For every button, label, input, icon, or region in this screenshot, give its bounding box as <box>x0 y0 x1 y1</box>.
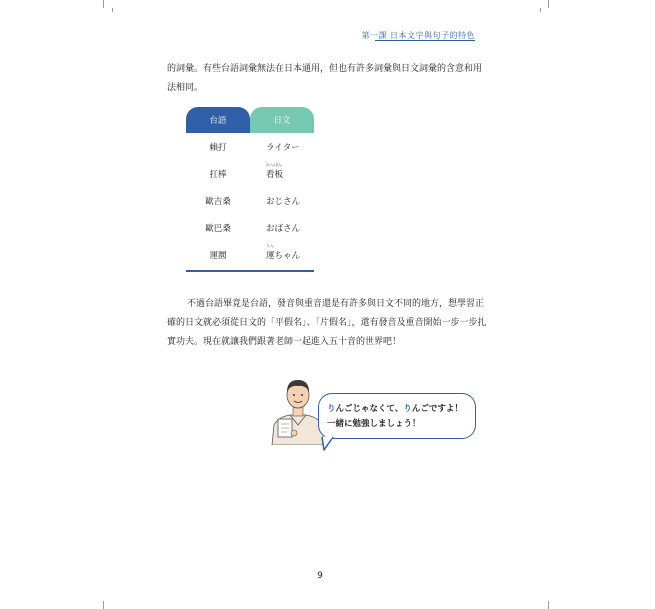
table-cell-taiwanese: 運圜 <box>209 250 227 261</box>
table-cell-japanese <box>250 160 314 187</box>
table-cell-japanese <box>250 241 314 268</box>
table-cell-taiwanese: 扛棒 <box>209 169 227 180</box>
table-bottom-rule <box>186 270 314 272</box>
crop-mark <box>103 0 104 8</box>
paragraph-intro: 的詞彙。有些台語詞彙無法在日本通用，但也有許多詞彙與日文詞彙的含意和用法相同。 <box>167 64 483 93</box>
vocab-table <box>186 107 314 272</box>
paragraph-body: 不過台語畢竟是台語，發音與重音還是有許多與日文不同的地方，想學習正確的日文就必須從日文的「平假名」、「片假名」，還有發音及重音開始一步一步扎實功夫。現在就讓我們跟著老師一起進入五十音的世界吧！ <box>167 299 487 347</box>
furigana: かんばん <box>266 161 282 167</box>
table-cell-taiwanese: 歐吉桑 <box>205 196 231 207</box>
table-row <box>186 214 314 241</box>
table-cell-taiwanese: 賴打 <box>209 142 227 153</box>
ruby-word <box>266 161 284 180</box>
chapter-header: 第一課 日本文字與句子的特色 <box>361 31 475 40</box>
table-row <box>186 187 314 214</box>
crop-mark <box>112 8 113 12</box>
bubble-line-2: 一緒に勉強しましょう！ <box>327 419 421 429</box>
furigana: うん <box>266 242 274 248</box>
highlight-ri: り <box>403 404 412 414</box>
japanese-suffix: ちゃん <box>274 250 301 261</box>
highlight-ri: り <box>327 404 336 414</box>
header-underline <box>375 40 475 41</box>
ruby-word <box>266 242 275 261</box>
table-cell-japanese: ライター <box>266 142 300 153</box>
speech-bubble <box>318 393 476 439</box>
bubble-text: んごですよ！ <box>411 404 463 414</box>
bubble-tail <box>320 436 340 452</box>
table-header-japanese: 日文 <box>250 107 314 133</box>
table-row <box>186 133 314 160</box>
bubble-text: んごじゃなくて、 <box>335 404 404 414</box>
table-header-row <box>186 107 314 133</box>
bubble-line-1 <box>327 402 475 417</box>
crop-mark <box>548 601 549 609</box>
table-cell-taiwanese: 歐巴桑 <box>205 223 231 234</box>
crop-mark <box>548 0 549 8</box>
page-number: 9 <box>317 571 323 581</box>
table-cell-japanese: おじさん <box>266 196 301 207</box>
table-row <box>186 160 314 187</box>
japanese-word: 看板 <box>266 169 284 180</box>
table-cell-japanese: おばさん <box>266 223 301 234</box>
table-row <box>186 241 314 268</box>
japanese-kanji: 運 <box>266 250 275 261</box>
crop-mark <box>103 601 104 609</box>
table-header-taiwanese: 台語 <box>186 107 250 133</box>
crop-mark <box>540 8 541 12</box>
